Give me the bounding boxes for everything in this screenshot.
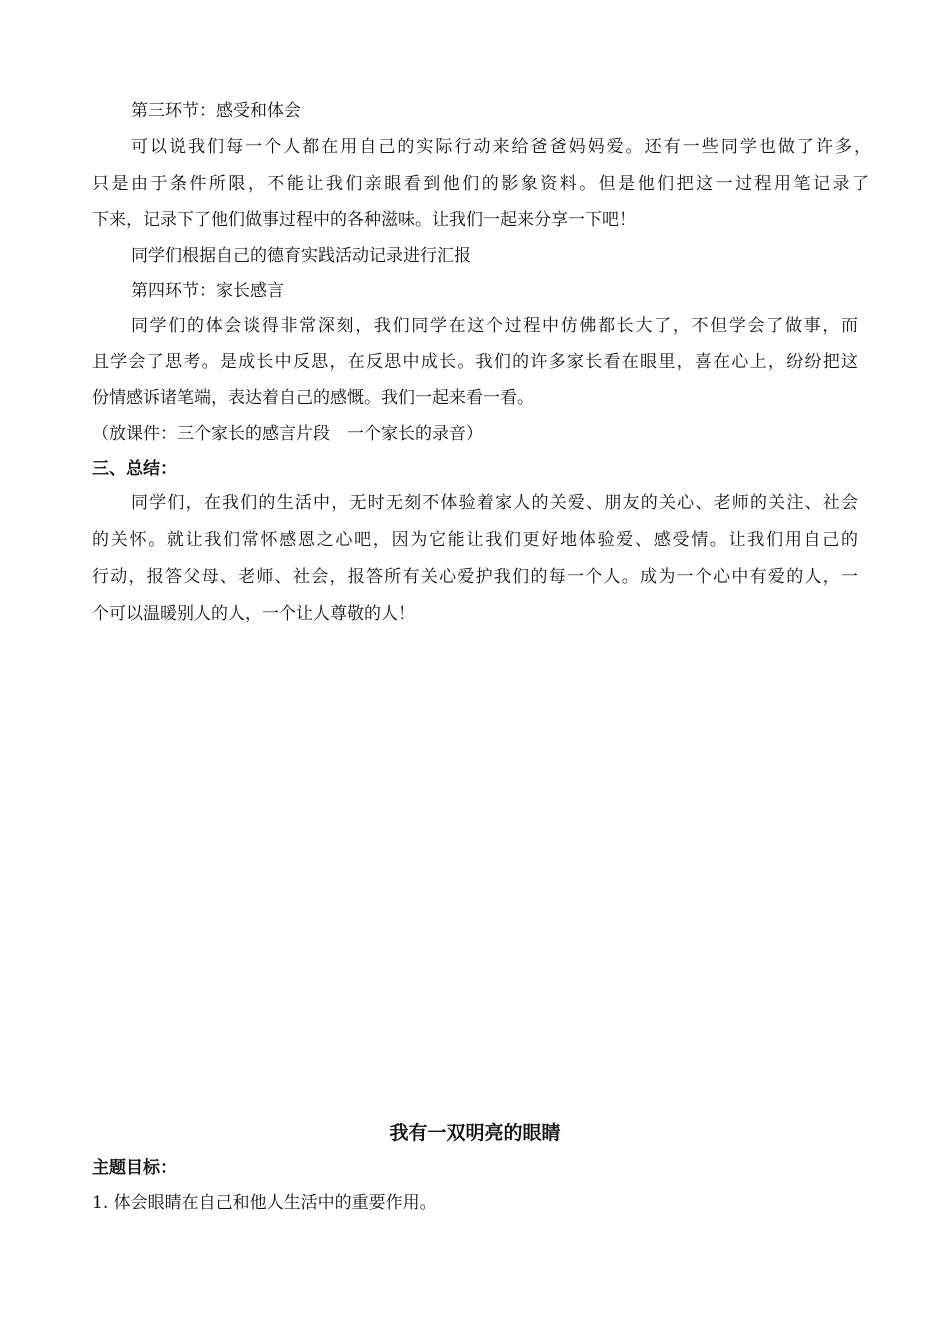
section4-paragraph-line-2: 且学会了思考。是成长中反思，在反思中成长。我们的许多家长看在眼里，喜在心上，纷纷把这: [92, 352, 858, 372]
goal-item-1: 1. 体会眼睛在自己和他人生活中的重要作用。: [92, 1193, 437, 1213]
section3-paragraph-line-3: 下来，记录下了他们做事过程中的各种滋味。让我们一起来分享一下吧！: [92, 210, 636, 230]
section3-paragraph-line-1: 可以说我们每一个人都在用自己的实际行动来给爸爸妈妈爱。还有一些同学也做了许多，: [131, 137, 871, 157]
summary-paragraph-line-2: 的关怀。就让我们常怀感恩之心吧，因为它能让我们更好地体验爱、感受情。让我们用自己的: [92, 530, 858, 550]
summary-heading: 三、总结：: [92, 459, 177, 479]
section3-paragraph-line-2: 只是由于条件所限，不能让我们亲眼看到他们的影象资料。但是他们把这一过程用笔记录了: [92, 174, 869, 194]
lesson-title: 我有一双明亮的眼睛: [389, 1122, 561, 1144]
section4-paragraph-line-1: 同学们的体会谈得非常深刻，我们同学在这个过程中仿佛都长大了，不但学会了做事，而: [131, 316, 858, 336]
summary-paragraph-line-1: 同学们，在我们的生活中，无时无刻不体验着家人的关爱、朋友的关心、老师的关注、社会: [131, 493, 858, 513]
goal-heading: 主题目标：: [92, 1158, 177, 1178]
summary-paragraph-line-3: 行动，报答父母、老师、社会，报答所有关心爱护我们的每一个人。成为一个心中有爱的人，一: [92, 567, 858, 587]
courseware-note: （放课件：三个家长的感言片段 一个家长的录音）: [92, 424, 483, 444]
section4-paragraph-line-3: 份情感诉诸笔端，表达着自己的感慨。我们一起来看一看。: [92, 388, 534, 408]
section3-report-line: 同学们根据自己的德育实践活动记录进行汇报: [131, 246, 471, 266]
section3-heading: 第三环节：感受和体会: [131, 101, 301, 121]
section4-heading: 第四环节：家长感言: [131, 281, 284, 301]
summary-paragraph-line-4: 个可以温暖别人的人，一个让人尊敬的人！: [92, 604, 415, 624]
